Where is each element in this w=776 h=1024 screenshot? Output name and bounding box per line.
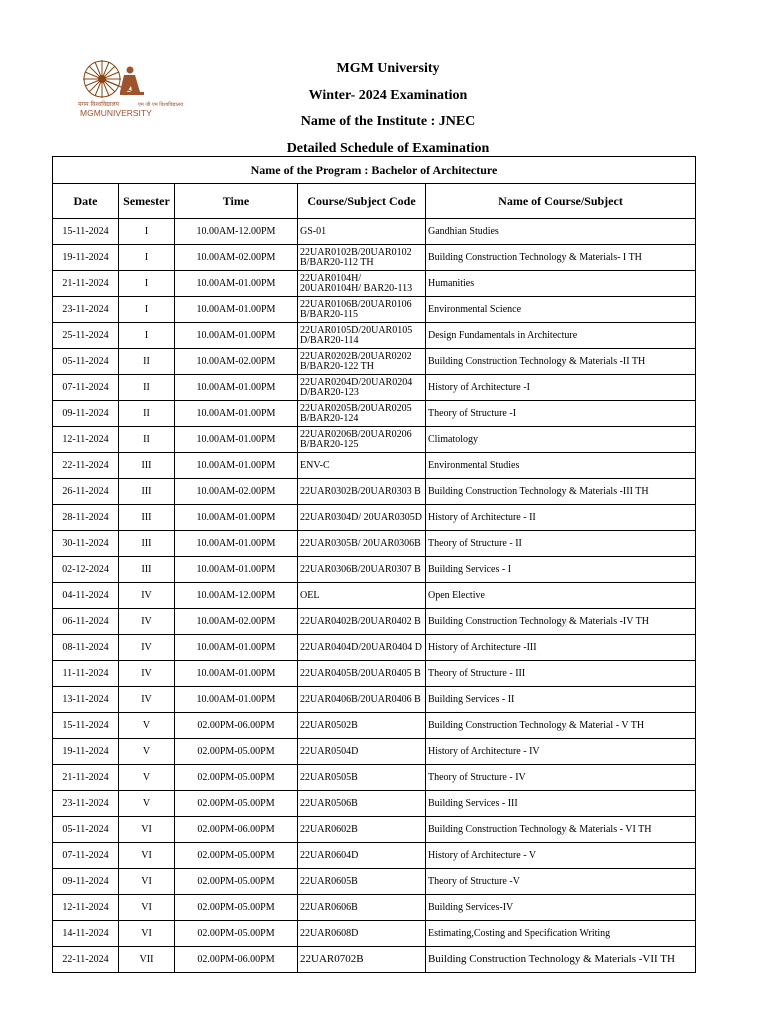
table-row <box>53 921 696 947</box>
table-row <box>53 791 696 817</box>
cell-date: 30-11-2024 <box>53 531 119 557</box>
cell-course-code: 22UAR0205B/20UAR0205 B/BAR20-124 <box>298 401 426 427</box>
cell-date: 21-11-2024 <box>53 271 119 297</box>
cell-date: 15-11-2024 <box>53 713 119 739</box>
cell-course-code: 22UAR0405B/20UAR0405 B <box>298 661 426 687</box>
cell-course-name: History of Architecture - II <box>426 505 696 531</box>
table-row <box>53 323 696 349</box>
cell-course-code: 22UAR0302B/20UAR0303 B <box>298 479 426 505</box>
cell-date: 09-11-2024 <box>53 869 119 895</box>
cell-semester: VI <box>119 869 175 895</box>
cell-course-name: History of Architecture -III <box>426 635 696 661</box>
cell-course-code: 22UAR0505B <box>298 765 426 791</box>
cell-date: 26-11-2024 <box>53 479 119 505</box>
cell-semester: VI <box>119 843 175 869</box>
cell-semester: II <box>119 427 175 453</box>
cell-semester: III <box>119 557 175 583</box>
cell-course-name: Estimating,Costing and Specification Writing <box>426 921 696 947</box>
cell-time: 02.00PM-06.00PM <box>175 817 298 843</box>
cell-course-code: 22UAR0702B <box>298 947 426 973</box>
header-semester: Semester <box>119 184 175 219</box>
cell-date: 28-11-2024 <box>53 505 119 531</box>
table-row <box>53 739 696 765</box>
table-row <box>53 713 696 739</box>
cell-semester: IV <box>119 635 175 661</box>
cell-semester: IV <box>119 661 175 687</box>
cell-course-code: OEL <box>298 583 426 609</box>
cell-course-name: Theory of Structure -V <box>426 869 696 895</box>
cell-time: 02.00PM-06.00PM <box>175 713 298 739</box>
cell-course-code: 22UAR0305B/ 20UAR0306B <box>298 531 426 557</box>
cell-course-name: Theory of Structure -I <box>426 401 696 427</box>
table-row <box>53 947 696 973</box>
cell-course-code: ENV-C <box>298 453 426 479</box>
cell-course-name: Humanities <box>426 271 696 297</box>
cell-time: 02.00PM-05.00PM <box>175 921 298 947</box>
cell-semester: I <box>119 219 175 245</box>
cell-semester: II <box>119 375 175 401</box>
table-row <box>53 817 696 843</box>
table-row <box>53 349 696 375</box>
column-header-row <box>53 184 696 219</box>
cell-date: 23-11-2024 <box>53 297 119 323</box>
cell-semester: VI <box>119 921 175 947</box>
cell-semester: VII <box>119 947 175 973</box>
cell-date: 06-11-2024 <box>53 609 119 635</box>
table-row <box>53 661 696 687</box>
cell-course-code: 22UAR0605B <box>298 869 426 895</box>
cell-course-name: Environmental Studies <box>426 453 696 479</box>
cell-course-name: Gandhian Studies <box>426 219 696 245</box>
cell-course-name: Building Construction Technology & Materials - VI TH <box>426 817 696 843</box>
header-time: Time <box>175 184 298 219</box>
cell-semester: V <box>119 713 175 739</box>
cell-time: 10.00AM-01.00PM <box>175 661 298 687</box>
cell-time: 02.00PM-05.00PM <box>175 843 298 869</box>
table-row <box>53 219 696 245</box>
table-row <box>53 297 696 323</box>
cell-semester: III <box>119 505 175 531</box>
cell-time: 10.00AM-01.00PM <box>175 297 298 323</box>
cell-date: 02-12-2024 <box>53 557 119 583</box>
cell-date: 22-11-2024 <box>53 947 119 973</box>
cell-course-code: 22UAR0504D <box>298 739 426 765</box>
table-row <box>53 479 696 505</box>
cell-course-code: 22UAR0402B/20UAR0402 B <box>298 609 426 635</box>
cell-course-code: 22UAR0106B/20UAR0106 B/BAR20-115 <box>298 297 426 323</box>
table-row <box>53 765 696 791</box>
table-row <box>53 687 696 713</box>
cell-semester: I <box>119 245 175 271</box>
cell-semester: III <box>119 531 175 557</box>
cell-course-name: Building Construction Technology & Materials -II TH <box>426 349 696 375</box>
cell-date: 07-11-2024 <box>53 375 119 401</box>
cell-semester: IV <box>119 609 175 635</box>
cell-semester: II <box>119 349 175 375</box>
table-row <box>53 531 696 557</box>
cell-course-name: Climatology <box>426 427 696 453</box>
header-course-name: Name of Course/Subject <box>426 184 696 219</box>
table-row <box>53 375 696 401</box>
cell-course-name: Environmental Science <box>426 297 696 323</box>
cell-time: 02.00PM-05.00PM <box>175 869 298 895</box>
program-name: Name of the Program : Bachelor of Architecture <box>53 157 696 184</box>
cell-course-name: Theory of Structure - II <box>426 531 696 557</box>
cell-course-name: History of Architecture -I <box>426 375 696 401</box>
cell-semester: I <box>119 271 175 297</box>
cell-time: 10.00AM-02.00PM <box>175 245 298 271</box>
cell-time: 02.00PM-05.00PM <box>175 739 298 765</box>
cell-time: 02.00PM-05.00PM <box>175 765 298 791</box>
cell-time: 10.00AM-12.00PM <box>175 219 298 245</box>
cell-date: 15-11-2024 <box>53 219 119 245</box>
table-row <box>53 401 696 427</box>
cell-time: 10.00AM-01.00PM <box>175 427 298 453</box>
table-row <box>53 869 696 895</box>
cell-course-code: 22UAR0502B <box>298 713 426 739</box>
cell-semester: I <box>119 297 175 323</box>
cell-course-code: 22UAR0602B <box>298 817 426 843</box>
table-row <box>53 505 696 531</box>
cell-course-code: 22UAR0105D/20UAR0105 D/BAR20-114 <box>298 323 426 349</box>
table-row <box>53 583 696 609</box>
institute-name: Name of the Institute : JNEC <box>300 114 476 129</box>
table-row <box>53 609 696 635</box>
header-date: Date <box>53 184 119 219</box>
cell-course-name: History of Architecture - V <box>426 843 696 869</box>
cell-semester: IV <box>119 583 175 609</box>
table-row <box>53 635 696 661</box>
program-row <box>53 157 696 184</box>
cell-time: 10.00AM-01.00PM <box>175 401 298 427</box>
header-course-code: Course/Subject Code <box>298 184 426 219</box>
cell-course-code: GS-01 <box>298 219 426 245</box>
cell-course-name: Theory of Structure - III <box>426 661 696 687</box>
cell-course-code: 22UAR0306B/20UAR0307 B <box>298 557 426 583</box>
cell-time: 10.00AM-02.00PM <box>175 349 298 375</box>
cell-course-name: Building Services-IV <box>426 895 696 921</box>
cell-date: 08-11-2024 <box>53 635 119 661</box>
svg-text:मगम विश्वविद्यालय: मगम विश्वविद्यालय <box>78 101 120 108</box>
cell-date: 11-11-2024 <box>53 661 119 687</box>
cell-semester: VI <box>119 895 175 921</box>
cell-course-name: Open Elective <box>426 583 696 609</box>
logo-wordmark: MGMUNIVERSITY <box>80 108 152 118</box>
cell-time: 10.00AM-01.00PM <box>175 557 298 583</box>
cell-date: 05-11-2024 <box>53 349 119 375</box>
cell-course-name: Building Services - I <box>426 557 696 583</box>
table-row <box>53 557 696 583</box>
cell-course-code: 22UAR0202B/20UAR0202 B/BAR20-122 TH <box>298 349 426 375</box>
cell-course-code: 22UAR0104H/ 20UAR0104H/ BAR20-113 <box>298 271 426 297</box>
cell-time: 02.00PM-05.00PM <box>175 895 298 921</box>
cell-course-code: 22UAR0206B/20UAR0206 B/BAR20-125 <box>298 427 426 453</box>
cell-date: 07-11-2024 <box>53 843 119 869</box>
cell-course-name: History of Architecture - IV <box>426 739 696 765</box>
cell-semester: IV <box>119 687 175 713</box>
cell-date: 05-11-2024 <box>53 817 119 843</box>
cell-course-name: Building Services - II <box>426 687 696 713</box>
cell-date: 19-11-2024 <box>53 739 119 765</box>
cell-time: 10.00AM-01.00PM <box>175 453 298 479</box>
cell-course-name: Building Construction Technology & Materials -VII TH <box>426 947 696 973</box>
cell-date: 23-11-2024 <box>53 791 119 817</box>
table-row <box>53 453 696 479</box>
cell-semester: V <box>119 791 175 817</box>
cell-date: 22-11-2024 <box>53 453 119 479</box>
cell-semester: V <box>119 739 175 765</box>
cell-semester: III <box>119 453 175 479</box>
cell-time: 10.00AM-01.00PM <box>175 635 298 661</box>
cell-time: 10.00AM-01.00PM <box>175 271 298 297</box>
cell-course-name: Building Construction Technology & Materials -III TH <box>426 479 696 505</box>
cell-date: 13-11-2024 <box>53 687 119 713</box>
cell-course-code: 22UAR0608D <box>298 921 426 947</box>
cell-date: 14-11-2024 <box>53 921 119 947</box>
cell-time: 02.00PM-06.00PM <box>175 947 298 973</box>
cell-course-code: 22UAR0406B/20UAR0406 B <box>298 687 426 713</box>
table-row <box>53 245 696 271</box>
cell-course-code: 22UAR0506B <box>298 791 426 817</box>
cell-course-code: 22UAR0204D/20UAR0204 D/BAR20-123 <box>298 375 426 401</box>
cell-date: 04-11-2024 <box>53 583 119 609</box>
cell-course-name: Building Construction Technology & Material - V TH <box>426 713 696 739</box>
cell-time: 10.00AM-02.00PM <box>175 479 298 505</box>
cell-course-code: 22UAR0102B/20UAR0102 B/BAR20-112 TH <box>298 245 426 271</box>
exam-title: Winter- 2024 Examination <box>308 88 468 103</box>
schedule-title: Detailed Schedule of Examination <box>286 141 490 156</box>
cell-time: 10.00AM-01.00PM <box>175 531 298 557</box>
cell-course-code: 22UAR0404D/20UAR0404 D <box>298 635 426 661</box>
cell-time: 10.00AM-01.00PM <box>175 375 298 401</box>
cell-date: 12-11-2024 <box>53 427 119 453</box>
table-row <box>53 271 696 297</box>
cell-time: 10.00AM-02.00PM <box>175 609 298 635</box>
cell-course-name: Design Fundamentals in Architecture <box>426 323 696 349</box>
cell-time: 10.00AM-01.00PM <box>175 323 298 349</box>
cell-course-name: Building Construction Technology & Materials- I TH <box>426 245 696 271</box>
svg-text:एम जी एम विश्वविद्यालय: एम जी एम विश्वविद्यालय <box>138 102 184 108</box>
table-row <box>53 895 696 921</box>
cell-course-code: 22UAR0604D <box>298 843 426 869</box>
cell-date: 12-11-2024 <box>53 895 119 921</box>
cell-time: 10.00AM-01.00PM <box>175 687 298 713</box>
cell-date: 21-11-2024 <box>53 765 119 791</box>
cell-semester: V <box>119 765 175 791</box>
cell-semester: VI <box>119 817 175 843</box>
table-row <box>53 843 696 869</box>
cell-date: 19-11-2024 <box>53 245 119 271</box>
cell-course-code: 22UAR0606B <box>298 895 426 921</box>
cell-course-code: 22UAR0304D/ 20UAR0305D <box>298 505 426 531</box>
cell-semester: III <box>119 479 175 505</box>
table-row <box>53 427 696 453</box>
cell-semester: I <box>119 323 175 349</box>
cell-course-name: Theory of Structure - IV <box>426 765 696 791</box>
university-title: MGM University <box>336 61 440 76</box>
cell-date: 25-11-2024 <box>53 323 119 349</box>
cell-time: 10.00AM-01.00PM <box>175 505 298 531</box>
exam-schedule-table <box>52 156 696 973</box>
cell-date: 09-11-2024 <box>53 401 119 427</box>
cell-course-name: Building Services - III <box>426 791 696 817</box>
cell-course-name: Building Construction Technology & Materials -IV TH <box>426 609 696 635</box>
cell-time: 02.00PM-05.00PM <box>175 791 298 817</box>
cell-semester: II <box>119 401 175 427</box>
cell-time: 10.00AM-12.00PM <box>175 583 298 609</box>
